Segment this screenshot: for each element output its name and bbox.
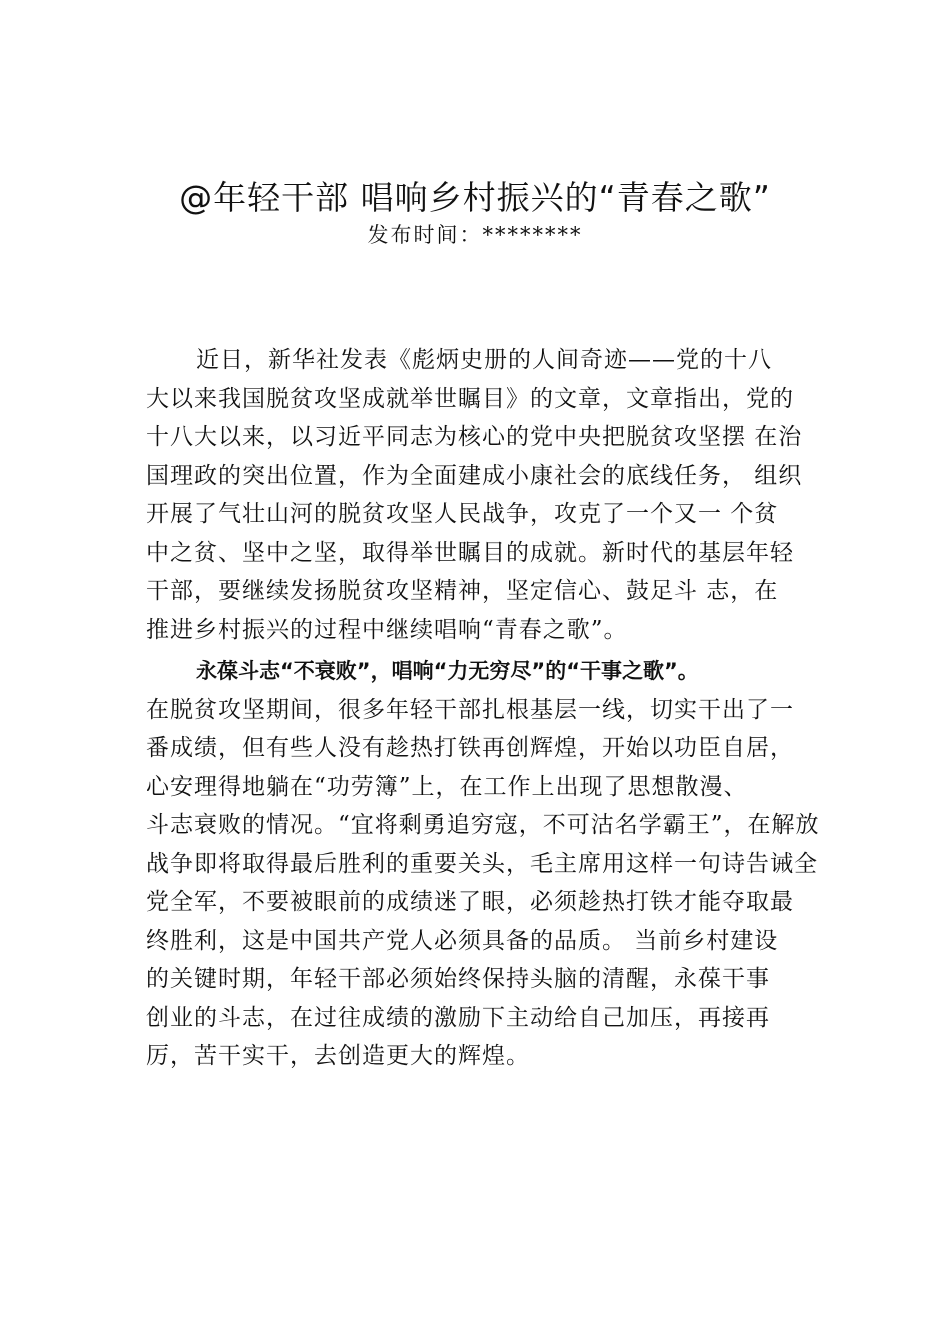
- paragraph-line: 在脱贫攻坚期间，很多年轻干部扎根基层一线，切实干出了一: [146, 696, 794, 723]
- paragraph-line: 心安理得地躺在“功劳簿”上，在工作上出现了思想散漫、: [146, 773, 748, 800]
- paragraph-line: 推进乡村振兴的过程中继续唱响“青春之歌”。: [146, 616, 628, 643]
- paragraph-line: 斗志衰败的情况。“宜将剩勇追穷寇，不可沽名学霸王”，在解放: [146, 812, 820, 838]
- paragraph-line: 中之贫、坚中之坚，取得举世瞩目的成就。新时代的基层年轻: [146, 539, 794, 566]
- paragraph-1: [146, 341, 836, 649]
- paragraph-line: 创业的斗志，在过往成绩的激励下主动给自己加压，再接再: [146, 1004, 770, 1031]
- paragraph-line: 干部，要继续发扬脱贫攻坚精神，坚定信心、鼓足斗 志，在: [146, 578, 779, 604]
- paragraph-line: 开展了气壮山河的脱贫攻坚人民战争，攻克了一个又一 个贫: [146, 501, 779, 527]
- paragraph-line: 大以来我国脱贫攻坚成就举世瞩目》的文章，文章指出，党的: [146, 385, 794, 412]
- paragraph-2: [146, 652, 836, 1076]
- section-heading: 永葆斗志“不衰败”，唱响“力无穷尽”的“干事之歌”。: [196, 659, 699, 683]
- paragraph-line: 十八大以来，以习近平同志为核心的党中央把脱贫攻坚摆 在治: [146, 424, 803, 450]
- paragraph-line: 的关键时期，年轻干部必须始终保持头脑的清醒，永葆干事: [146, 966, 770, 992]
- paragraph-line: 厉，苦干实干，去创造更大的辉煌。: [146, 1043, 530, 1069]
- paragraph-line: 番成绩，但有些人没有趁热打铁再创辉煌，开始以功臣自居，: [146, 735, 794, 761]
- publish-time: 发布时间：********: [367, 223, 583, 247]
- paragraph-line: 终胜利，这是中国共产党人必须具备的品质。 当前乡村建设: [146, 927, 779, 954]
- paragraph-line: 战争即将取得最后胜利的重要关头，毛主席用这样一句诗告诫全: [146, 850, 818, 877]
- paragraph-line: 国理政的突出位置，作为全面建成小康社会的底线任务， 组织: [146, 462, 803, 489]
- page-title: @年轻干部 唱响乡村振兴的“青春之歌”: [179, 178, 771, 217]
- paragraph-line: 近日，新华社发表《彪炳史册的人间奇迹——党的十八: [196, 347, 772, 373]
- paragraph-line: 党全军，不要被眼前的成绩迷了眼，必须趁热打铁才能夺取最: [146, 889, 794, 915]
